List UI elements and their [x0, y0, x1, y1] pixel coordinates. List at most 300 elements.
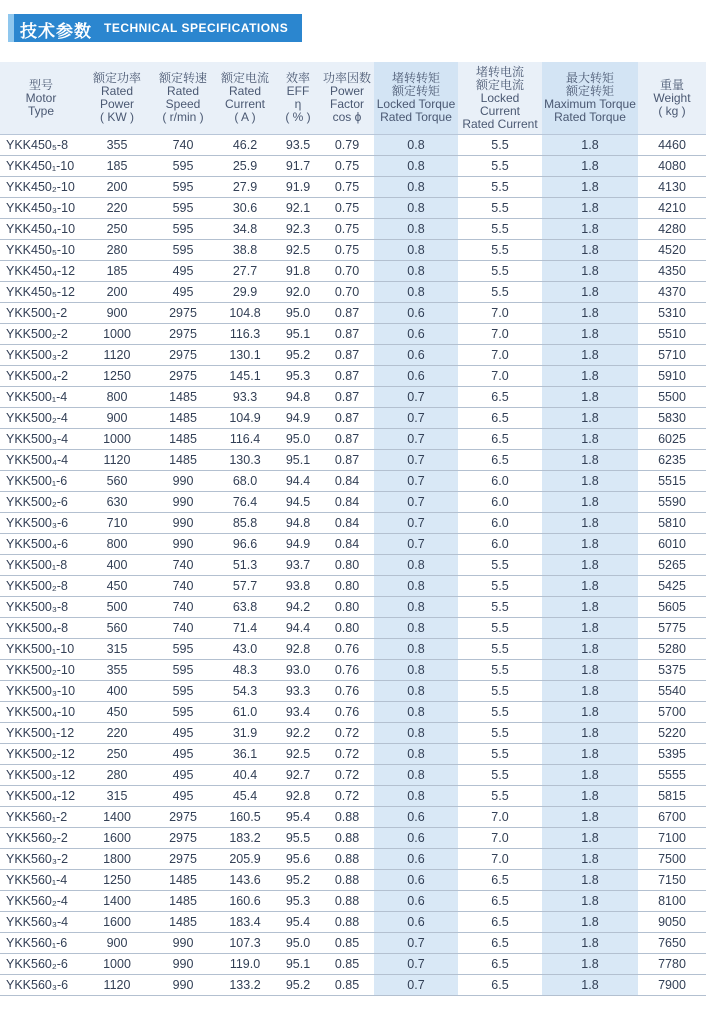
cell-power-factor: 0.76: [320, 639, 374, 660]
table-row: [0, 723, 706, 744]
cell-model: YKK450₁-10: [0, 156, 82, 177]
cell-model: YKK560₁-4: [0, 870, 82, 891]
cell-power-factor: 0.84: [320, 534, 374, 555]
cell-locked-torque-ratio: 0.7: [374, 975, 458, 996]
cell-rated-power: 1400: [82, 891, 152, 912]
cell-rated-speed: 1485: [152, 450, 214, 471]
cell-power-factor: 0.75: [320, 177, 374, 198]
cell-rated-current: 61.0: [214, 702, 276, 723]
table-row: [0, 471, 706, 492]
cell-efficiency: 92.8: [276, 639, 320, 660]
cell-max-torque-ratio: 1.8: [542, 660, 638, 681]
cell-locked-torque-ratio: 0.8: [374, 240, 458, 261]
cell-locked-current-ratio: 6.5: [458, 429, 542, 450]
cell-locked-torque-ratio: 0.8: [374, 597, 458, 618]
cell-weight: 5540: [638, 681, 706, 702]
cell-efficiency: 94.2: [276, 597, 320, 618]
cell-power-factor: 0.70: [320, 282, 374, 303]
cell-efficiency: 95.2: [276, 870, 320, 891]
cell-weight: 7780: [638, 954, 706, 975]
cell-weight: 4370: [638, 282, 706, 303]
cell-efficiency: 91.9: [276, 177, 320, 198]
cell-rated-speed: 740: [152, 597, 214, 618]
table-row: [0, 387, 706, 408]
cell-efficiency: 95.3: [276, 366, 320, 387]
cell-rated-power: 450: [82, 576, 152, 597]
cell-rated-current: 183.4: [214, 912, 276, 933]
cell-power-factor: 0.88: [320, 891, 374, 912]
cell-model: YKK500₂-10: [0, 660, 82, 681]
cell-locked-torque-ratio: 0.8: [374, 555, 458, 576]
cell-locked-torque-ratio: 0.8: [374, 177, 458, 198]
cell-rated-power: 1250: [82, 870, 152, 891]
table-row: [0, 933, 706, 954]
cell-locked-current-ratio: 5.5: [458, 219, 542, 240]
cell-rated-speed: 595: [152, 219, 214, 240]
cell-power-factor: 0.87: [320, 408, 374, 429]
table-header-row: [0, 62, 706, 135]
cell-locked-current-ratio: 5.5: [458, 135, 542, 156]
cell-rated-power: 185: [82, 261, 152, 282]
table-row: [0, 324, 706, 345]
table-row: [0, 177, 706, 198]
cell-power-factor: 0.80: [320, 576, 374, 597]
cell-rated-power: 1000: [82, 324, 152, 345]
cell-locked-current-ratio: 5.5: [458, 177, 542, 198]
cell-rated-speed: 990: [152, 534, 214, 555]
cell-locked-current-ratio: 6.0: [458, 471, 542, 492]
cell-power-factor: 0.75: [320, 156, 374, 177]
cell-locked-current-ratio: 7.0: [458, 807, 542, 828]
cell-rated-speed: 495: [152, 765, 214, 786]
cell-locked-torque-ratio: 0.6: [374, 912, 458, 933]
table-body: [0, 135, 706, 996]
cell-efficiency: 95.2: [276, 975, 320, 996]
cell-efficiency: 93.0: [276, 660, 320, 681]
cell-rated-speed: 595: [152, 240, 214, 261]
cell-locked-torque-ratio: 0.8: [374, 639, 458, 660]
cell-efficiency: 93.4: [276, 702, 320, 723]
cell-rated-speed: 2975: [152, 303, 214, 324]
cell-efficiency: 93.5: [276, 135, 320, 156]
table-row: [0, 954, 706, 975]
cell-weight: 5830: [638, 408, 706, 429]
cell-max-torque-ratio: 1.8: [542, 723, 638, 744]
cell-power-factor: 0.75: [320, 198, 374, 219]
cell-locked-torque-ratio: 0.8: [374, 765, 458, 786]
cell-locked-current-ratio: 5.5: [458, 597, 542, 618]
cell-power-factor: 0.84: [320, 471, 374, 492]
cell-rated-current: 76.4: [214, 492, 276, 513]
cell-rated-power: 800: [82, 534, 152, 555]
cell-locked-torque-ratio: 0.6: [374, 324, 458, 345]
cell-weight: 5810: [638, 513, 706, 534]
table-row: [0, 618, 706, 639]
cell-efficiency: 92.7: [276, 765, 320, 786]
cell-locked-torque-ratio: 0.6: [374, 345, 458, 366]
cell-max-torque-ratio: 1.8: [542, 324, 638, 345]
cell-rated-current: 57.7: [214, 576, 276, 597]
col-header-locked-torque-ratio: 堵转转矩 额定转矩 Locked Torque Rated Torque: [374, 62, 458, 135]
cell-efficiency: 94.4: [276, 471, 320, 492]
cell-model: YKK500₃-10: [0, 681, 82, 702]
cell-locked-torque-ratio: 0.8: [374, 576, 458, 597]
table-row: [0, 198, 706, 219]
cell-model: YKK500₂-8: [0, 576, 82, 597]
cell-rated-current: 104.9: [214, 408, 276, 429]
cell-rated-speed: 2975: [152, 828, 214, 849]
cell-rated-current: 116.3: [214, 324, 276, 345]
cell-locked-current-ratio: 5.5: [458, 198, 542, 219]
cell-max-torque-ratio: 1.8: [542, 849, 638, 870]
cell-efficiency: 94.8: [276, 513, 320, 534]
cell-locked-torque-ratio: 0.7: [374, 492, 458, 513]
cell-power-factor: 0.72: [320, 786, 374, 807]
cell-rated-power: 710: [82, 513, 152, 534]
cell-locked-current-ratio: 5.5: [458, 723, 542, 744]
table-row: [0, 786, 706, 807]
cell-rated-current: 130.3: [214, 450, 276, 471]
cell-locked-current-ratio: 5.5: [458, 660, 542, 681]
cell-weight: 5700: [638, 702, 706, 723]
col-header-locked-current-ratio: 堵转电流 额定电流 Locked Current Rated Current: [458, 62, 542, 135]
cell-rated-power: 560: [82, 471, 152, 492]
table-row: [0, 807, 706, 828]
cell-model: YKK560₂-4: [0, 891, 82, 912]
cell-power-factor: 0.72: [320, 765, 374, 786]
table-row: [0, 534, 706, 555]
cell-efficiency: 95.1: [276, 450, 320, 471]
cell-rated-power: 1600: [82, 828, 152, 849]
table-row: [0, 303, 706, 324]
cell-power-factor: 0.80: [320, 555, 374, 576]
col-header-max-torque-ratio: 最大转矩 额定转矩 Maximum Torque Rated Torque: [542, 62, 638, 135]
cell-efficiency: 95.2: [276, 345, 320, 366]
cell-rated-power: 450: [82, 702, 152, 723]
cell-rated-speed: 740: [152, 576, 214, 597]
cell-rated-power: 1600: [82, 912, 152, 933]
cell-power-factor: 0.72: [320, 744, 374, 765]
cell-model: YKK500₁-12: [0, 723, 82, 744]
cell-max-torque-ratio: 1.8: [542, 765, 638, 786]
cell-locked-torque-ratio: 0.8: [374, 156, 458, 177]
cell-rated-current: 36.1: [214, 744, 276, 765]
cell-model: YKK450₄-10: [0, 219, 82, 240]
cell-rated-speed: 740: [152, 618, 214, 639]
cell-rated-speed: 495: [152, 282, 214, 303]
cell-rated-current: 63.8: [214, 597, 276, 618]
cell-weight: 5375: [638, 660, 706, 681]
cell-locked-current-ratio: 5.5: [458, 282, 542, 303]
table-row: [0, 639, 706, 660]
cell-efficiency: 95.1: [276, 954, 320, 975]
cell-power-factor: 0.84: [320, 492, 374, 513]
cell-weight: 7150: [638, 870, 706, 891]
cell-power-factor: 0.76: [320, 681, 374, 702]
cell-rated-current: 27.7: [214, 261, 276, 282]
cell-model: YKK500₃-6: [0, 513, 82, 534]
cell-max-torque-ratio: 1.8: [542, 345, 638, 366]
cell-locked-current-ratio: 6.5: [458, 933, 542, 954]
cell-locked-current-ratio: 5.5: [458, 618, 542, 639]
cell-rated-current: 205.9: [214, 849, 276, 870]
cell-efficiency: 95.1: [276, 324, 320, 345]
cell-weight: 4130: [638, 177, 706, 198]
cell-locked-torque-ratio: 0.8: [374, 660, 458, 681]
cell-locked-current-ratio: 5.5: [458, 681, 542, 702]
cell-rated-current: 93.3: [214, 387, 276, 408]
cell-weight: 5605: [638, 597, 706, 618]
cell-rated-power: 560: [82, 618, 152, 639]
cell-locked-torque-ratio: 0.8: [374, 744, 458, 765]
cell-power-factor: 0.85: [320, 975, 374, 996]
cell-rated-power: 355: [82, 135, 152, 156]
cell-weight: 8100: [638, 891, 706, 912]
cell-max-torque-ratio: 1.8: [542, 786, 638, 807]
cell-efficiency: 92.8: [276, 786, 320, 807]
cell-power-factor: 0.87: [320, 366, 374, 387]
table-row: [0, 156, 706, 177]
cell-weight: 4460: [638, 135, 706, 156]
cell-rated-speed: 2975: [152, 366, 214, 387]
cell-max-torque-ratio: 1.8: [542, 912, 638, 933]
cell-max-torque-ratio: 1.8: [542, 828, 638, 849]
cell-locked-torque-ratio: 0.6: [374, 870, 458, 891]
cell-max-torque-ratio: 1.8: [542, 555, 638, 576]
table-row: [0, 849, 706, 870]
cell-rated-speed: 1485: [152, 870, 214, 891]
cell-max-torque-ratio: 1.8: [542, 618, 638, 639]
cell-model: YKK500₁-2: [0, 303, 82, 324]
cell-efficiency: 91.7: [276, 156, 320, 177]
cell-model: YKK450₅-10: [0, 240, 82, 261]
cell-weight: 4210: [638, 198, 706, 219]
cell-locked-torque-ratio: 0.8: [374, 198, 458, 219]
cell-rated-current: 34.8: [214, 219, 276, 240]
cell-weight: 4520: [638, 240, 706, 261]
cell-rated-speed: 1485: [152, 891, 214, 912]
cell-weight: 6235: [638, 450, 706, 471]
cell-rated-power: 1400: [82, 807, 152, 828]
section-title-cn: 技术参数: [20, 22, 92, 42]
cell-rated-power: 250: [82, 744, 152, 765]
cell-rated-speed: 595: [152, 681, 214, 702]
cell-rated-power: 315: [82, 786, 152, 807]
col-header-weight: 重量 Weight ( kg ): [638, 62, 706, 135]
cell-rated-speed: 2975: [152, 345, 214, 366]
table-row: [0, 576, 706, 597]
cell-efficiency: 92.3: [276, 219, 320, 240]
cell-rated-speed: 495: [152, 786, 214, 807]
cell-efficiency: 95.0: [276, 429, 320, 450]
cell-weight: 6025: [638, 429, 706, 450]
cell-model: YKK450₂-10: [0, 177, 82, 198]
cell-efficiency: 92.0: [276, 282, 320, 303]
cell-model: YKK500₁-8: [0, 555, 82, 576]
cell-power-factor: 0.75: [320, 240, 374, 261]
cell-power-factor: 0.76: [320, 660, 374, 681]
cell-model: YKK450₅-12: [0, 282, 82, 303]
cell-model: YKK500₃-2: [0, 345, 82, 366]
header-accent-mark: [8, 14, 14, 42]
cell-model: YKK500₃-12: [0, 765, 82, 786]
cell-locked-torque-ratio: 0.8: [374, 261, 458, 282]
cell-locked-torque-ratio: 0.6: [374, 303, 458, 324]
cell-model: YKK500₂-6: [0, 492, 82, 513]
cell-rated-speed: 990: [152, 513, 214, 534]
cell-weight: 5220: [638, 723, 706, 744]
cell-max-torque-ratio: 1.8: [542, 681, 638, 702]
cell-rated-current: 160.5: [214, 807, 276, 828]
cell-model: YKK500₄-8: [0, 618, 82, 639]
cell-efficiency: 93.7: [276, 555, 320, 576]
cell-model: YKK560₃-4: [0, 912, 82, 933]
cell-model: YKK500₂-2: [0, 324, 82, 345]
cell-power-factor: 0.88: [320, 870, 374, 891]
cell-power-factor: 0.72: [320, 723, 374, 744]
cell-max-torque-ratio: 1.8: [542, 891, 638, 912]
cell-rated-power: 280: [82, 240, 152, 261]
cell-power-factor: 0.80: [320, 618, 374, 639]
cell-rated-speed: 990: [152, 933, 214, 954]
cell-rated-speed: 740: [152, 555, 214, 576]
cell-weight: 5815: [638, 786, 706, 807]
cell-power-factor: 0.70: [320, 261, 374, 282]
cell-model: YKK500₃-4: [0, 429, 82, 450]
cell-power-factor: 0.88: [320, 828, 374, 849]
cell-model: YKK500₄-2: [0, 366, 82, 387]
cell-weight: 6700: [638, 807, 706, 828]
cell-max-torque-ratio: 1.8: [542, 450, 638, 471]
cell-rated-current: 46.2: [214, 135, 276, 156]
cell-rated-power: 400: [82, 681, 152, 702]
cell-rated-power: 185: [82, 156, 152, 177]
cell-rated-power: 900: [82, 408, 152, 429]
table-row: [0, 891, 706, 912]
cell-max-torque-ratio: 1.8: [542, 576, 638, 597]
cell-locked-current-ratio: 5.5: [458, 702, 542, 723]
cell-rated-speed: 595: [152, 198, 214, 219]
col-header-efficiency: 效率 EFF η ( % ): [276, 62, 320, 135]
table-row: [0, 555, 706, 576]
cell-max-torque-ratio: 1.8: [542, 303, 638, 324]
cell-rated-power: 1120: [82, 450, 152, 471]
cell-rated-current: 40.4: [214, 765, 276, 786]
cell-locked-torque-ratio: 0.7: [374, 429, 458, 450]
cell-max-torque-ratio: 1.8: [542, 261, 638, 282]
table-row: [0, 366, 706, 387]
table-row: [0, 240, 706, 261]
cell-power-factor: 0.85: [320, 933, 374, 954]
cell-locked-current-ratio: 5.5: [458, 261, 542, 282]
cell-power-factor: 0.87: [320, 303, 374, 324]
cell-max-torque-ratio: 1.8: [542, 198, 638, 219]
cell-efficiency: 93.8: [276, 576, 320, 597]
cell-weight: 7500: [638, 849, 706, 870]
cell-max-torque-ratio: 1.8: [542, 471, 638, 492]
cell-efficiency: 94.8: [276, 387, 320, 408]
cell-model: YKK560₂-2: [0, 828, 82, 849]
cell-rated-speed: 495: [152, 744, 214, 765]
cell-locked-torque-ratio: 0.7: [374, 408, 458, 429]
cell-weight: 5310: [638, 303, 706, 324]
cell-rated-speed: 1485: [152, 408, 214, 429]
cell-max-torque-ratio: 1.8: [542, 492, 638, 513]
cell-weight: 5500: [638, 387, 706, 408]
cell-rated-current: 25.9: [214, 156, 276, 177]
cell-max-torque-ratio: 1.8: [542, 429, 638, 450]
cell-max-torque-ratio: 1.8: [542, 408, 638, 429]
cell-rated-speed: 495: [152, 261, 214, 282]
cell-locked-current-ratio: 5.5: [458, 786, 542, 807]
cell-power-factor: 0.88: [320, 849, 374, 870]
cell-locked-torque-ratio: 0.8: [374, 135, 458, 156]
cell-weight: 7900: [638, 975, 706, 996]
cell-rated-current: 145.1: [214, 366, 276, 387]
cell-rated-speed: 595: [152, 660, 214, 681]
cell-locked-current-ratio: 6.0: [458, 534, 542, 555]
cell-rated-power: 280: [82, 765, 152, 786]
cell-weight: 5555: [638, 765, 706, 786]
table-row: [0, 660, 706, 681]
cell-rated-current: 51.3: [214, 555, 276, 576]
cell-efficiency: 91.8: [276, 261, 320, 282]
cell-locked-current-ratio: 6.5: [458, 387, 542, 408]
cell-locked-torque-ratio: 0.7: [374, 534, 458, 555]
table-row: [0, 261, 706, 282]
table-row: [0, 450, 706, 471]
cell-locked-current-ratio: 7.0: [458, 828, 542, 849]
cell-power-factor: 0.75: [320, 219, 374, 240]
cell-rated-power: 1000: [82, 954, 152, 975]
cell-rated-current: 107.3: [214, 933, 276, 954]
cell-locked-torque-ratio: 0.8: [374, 702, 458, 723]
cell-max-torque-ratio: 1.8: [542, 366, 638, 387]
cell-max-torque-ratio: 1.8: [542, 240, 638, 261]
cell-power-factor: 0.87: [320, 429, 374, 450]
cell-weight: 5265: [638, 555, 706, 576]
cell-locked-torque-ratio: 0.7: [374, 387, 458, 408]
cell-max-torque-ratio: 1.8: [542, 282, 638, 303]
cell-weight: 5910: [638, 366, 706, 387]
cell-model: YKK560₂-6: [0, 954, 82, 975]
cell-rated-power: 250: [82, 219, 152, 240]
cell-max-torque-ratio: 1.8: [542, 219, 638, 240]
cell-rated-current: 116.4: [214, 429, 276, 450]
cell-rated-power: 800: [82, 387, 152, 408]
cell-rated-current: 71.4: [214, 618, 276, 639]
cell-rated-speed: 495: [152, 723, 214, 744]
section-title-en: TECHNICAL SPECIFICATIONS: [104, 21, 289, 35]
cell-efficiency: 95.4: [276, 912, 320, 933]
cell-rated-power: 400: [82, 555, 152, 576]
cell-max-torque-ratio: 1.8: [542, 933, 638, 954]
cell-rated-speed: 595: [152, 639, 214, 660]
table-row: [0, 408, 706, 429]
cell-efficiency: 92.5: [276, 240, 320, 261]
cell-rated-power: 200: [82, 177, 152, 198]
cell-rated-current: 45.4: [214, 786, 276, 807]
cell-rated-current: 85.8: [214, 513, 276, 534]
cell-model: YKK560₁-2: [0, 807, 82, 828]
cell-locked-current-ratio: 6.0: [458, 492, 542, 513]
cell-rated-speed: 1485: [152, 429, 214, 450]
cell-rated-speed: 2975: [152, 849, 214, 870]
table-row: [0, 681, 706, 702]
cell-rated-power: 1250: [82, 366, 152, 387]
cell-locked-torque-ratio: 0.8: [374, 681, 458, 702]
cell-weight: 6010: [638, 534, 706, 555]
